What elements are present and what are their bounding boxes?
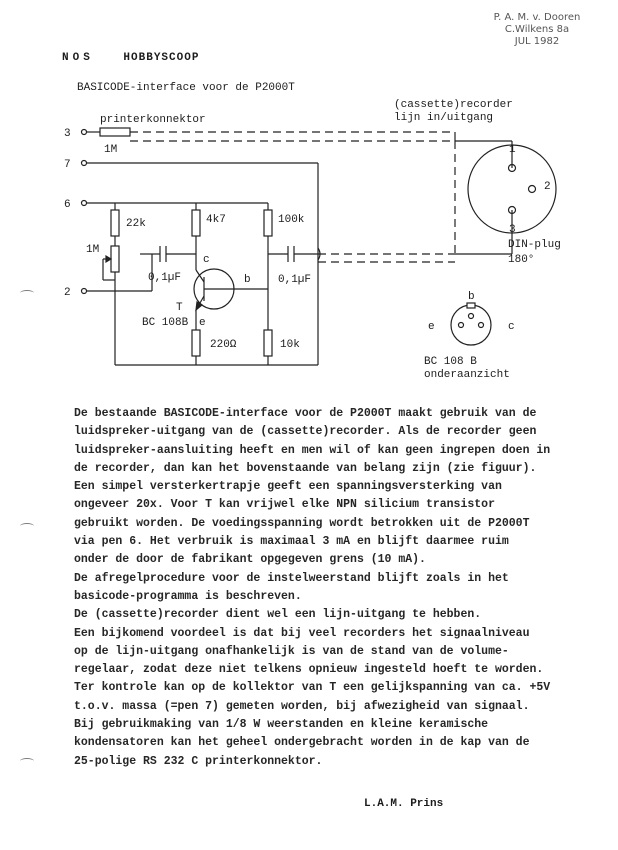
margin-mark [20, 758, 34, 764]
capacitor-right-label: 0,1µF [278, 274, 312, 286]
collector-label: c [203, 254, 210, 266]
body-line: Bij gebruikmaking van 1/8 W weerstanden en kleine keramische [74, 718, 489, 732]
transistor-name-label: T [176, 302, 183, 314]
transistor-type-label: BC 108B [142, 317, 189, 329]
din-pin-1-label: 1 [509, 144, 516, 156]
program-name: HOBBYSCOOP [123, 52, 200, 64]
body-line: luidspreker-uitgang van de (cassette)recorder. Als de recorder geen [74, 425, 537, 439]
body-line: via pen 6. Het verbruik is maximaal 3 mA en blijft daarmee ruim [74, 535, 509, 549]
emitter-label: e [199, 317, 206, 329]
base-label: b [244, 274, 251, 286]
din-angle-label: 180° [508, 254, 535, 266]
bottom-view-label: onderaanzicht [424, 369, 510, 381]
resistor-10k-label: 10k [280, 339, 300, 351]
din-plug-label: DIN-plug [508, 239, 561, 251]
pin-3-label: 3 [64, 128, 71, 140]
body-line: Ter kontrole kan op de kollektor van T een gelijkspanning van ca. +5V [74, 681, 551, 695]
body-line: de recorder, dan kan het bovenstaande van belang zijn (zie figuur). [74, 461, 537, 475]
margin-mark [20, 523, 34, 529]
stamp-name: P. A. M. v. Dooren [493, 12, 581, 23]
stamp-date: JUL 1982 [514, 36, 560, 47]
org-name: NOS [62, 52, 94, 64]
body-line: ongeveer 20x. Voor T kan vrijwel elke NPN silicium transistor [74, 498, 495, 512]
resistor-220-label: 220Ω [210, 339, 237, 351]
bottom-type-label: BC 108 B [424, 356, 477, 368]
recorder-label-line2: lijn in/uitgang [394, 112, 494, 124]
body-text [74, 405, 574, 771]
din-pin-2-label: 2 [544, 181, 551, 193]
pin-6-label: 6 [64, 199, 71, 211]
pin-2-label: 2 [64, 287, 71, 299]
body-line: luidspreker-aansluiting heeft en men wil of kan geen ingrepen doen in [74, 443, 551, 457]
capacitor-left-label: 0,1µF [148, 272, 182, 284]
page-title: BASICODE-interface voor de P2000T [77, 82, 295, 94]
body-line: De (cassette)recorder dient wel een lijn-uitgang te hebben. [74, 608, 482, 622]
resistor-100k-label: 100k [278, 214, 305, 226]
body-line: onder de door de fabrikant opgegeven grens (10 mA). [74, 553, 426, 567]
body-line: op de lijn-uitgang onafhankelijk is van de stand van de volume- [74, 644, 509, 658]
pin-7-label: 7 [64, 159, 71, 171]
body-line: kondensatoren kan het geheel ondergebracht worden in de kap van de [74, 736, 530, 750]
body-line: basicode-programma is beschreven. [74, 589, 302, 603]
potentiometer-label: 1M [86, 244, 100, 256]
resistor-22k-label: 22k [126, 218, 146, 230]
body-line: gebruikt worden. De voedingsspanning wordt betrokken uit de P2000T [74, 516, 530, 530]
body-line: t.o.v. massa (=pen 7) gemeten worden, bij afwezigheid van signaal. [74, 699, 530, 713]
stamp-address: C.Wilkens 8a [504, 24, 570, 35]
din-pin-3-label: 3 [509, 224, 516, 236]
body-line: Een bijkomend voordeel is dat bij veel recorders het signaalniveau [74, 626, 530, 640]
body-line: 25-polige RS 232 C printerkonnektor. [74, 754, 323, 768]
pin-c-label: c [508, 321, 515, 333]
signature: L.A.M. Prins [364, 798, 444, 810]
body-line: Een simpel versterkertrapje geeft een spanningsversterking van [74, 480, 502, 494]
body-line: De afregelprocedure voor de instelweerstand blijft zoals in het [74, 571, 509, 585]
resistor-4k7-label: 4k7 [206, 214, 226, 226]
body-line: regelaar, zodat deze niet telkens opnieuw ingesteld hoeft te worden. [74, 663, 544, 677]
pin-e-label: e [428, 321, 435, 333]
pin-b-label: b [468, 291, 475, 303]
body-line: De bestaande BASICODE-interface voor de P2000T maakt gebruik van de [74, 407, 537, 420]
circuit-schematic [0, 0, 618, 400]
recorder-label-line1: (cassette)recorder [394, 99, 513, 111]
printer-connector-label: printerkonnektor [100, 114, 206, 126]
resistor-1m-label: 1M [104, 144, 118, 156]
